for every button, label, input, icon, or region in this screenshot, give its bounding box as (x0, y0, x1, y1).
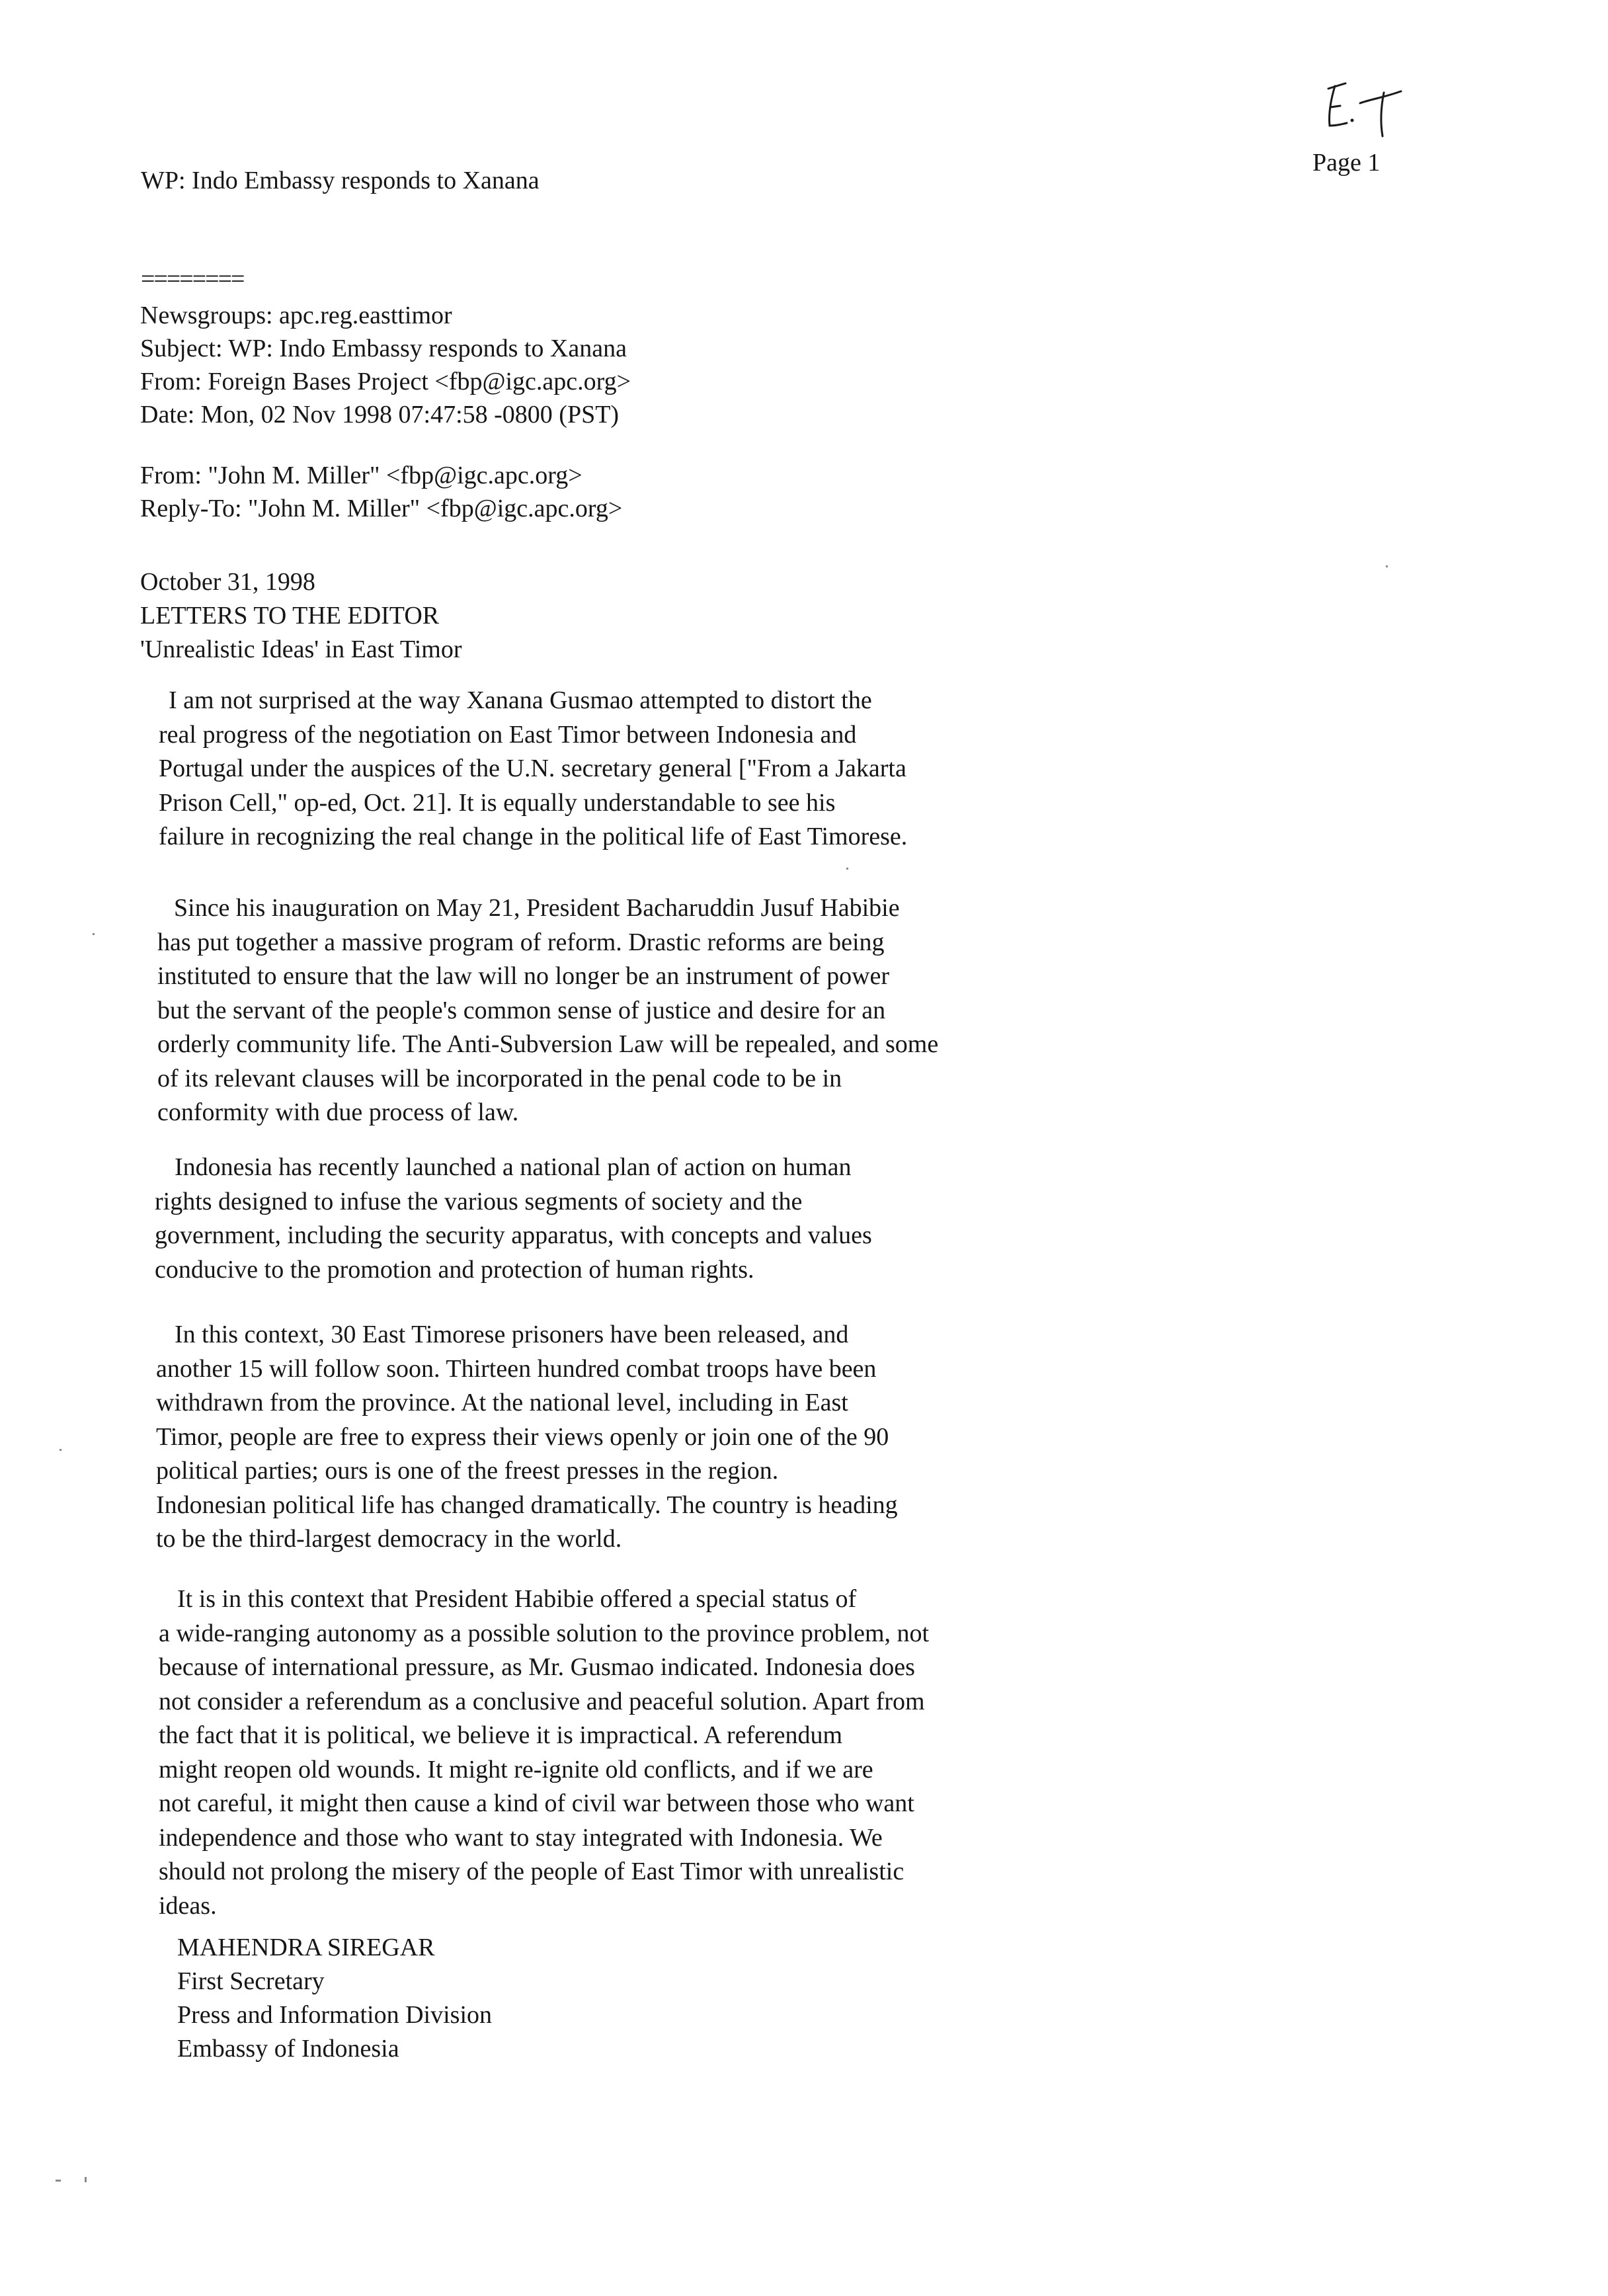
handwritten-annotation (1319, 79, 1412, 139)
paragraph-line: a wide-ranging autonomy as a possible solution to the province problem, not (159, 1619, 930, 1647)
paragraph-line: to be the third-largest democracy in the world. (156, 1525, 622, 1553)
paragraph-line: Timor, people are free to express their views openly or join one of the 90 (156, 1422, 889, 1451)
from-line: From: Foreign Bases Project <fbp@igc.apc.org> (140, 368, 631, 395)
article-headline: 'Unrealistic Ideas' in East Timor (140, 636, 462, 663)
article-section: LETTERS TO THE EDITOR (140, 602, 440, 630)
signer-title: First Secretary (177, 1967, 325, 1995)
body-paragraph (157, 891, 938, 1130)
paragraph-line: but the servant of the people's common sense of justice and desire for an (157, 996, 886, 1024)
paragraph-line: instituted to ensure that the law will no longer be an instrument of power (157, 962, 890, 990)
paragraph-line: conformity with due process of law. (157, 1098, 519, 1126)
page-number: Page 1 (1312, 149, 1381, 177)
author-headers (140, 459, 622, 525)
signer-division: Press and Information Division (177, 2001, 493, 2029)
scan-speck (85, 2177, 87, 2182)
paragraph-line: In this context, 30 East Timorese prisoners have been released, and (175, 1321, 849, 1348)
from-author-line: From: "John M. Miller" <fbp@igc.apc.org> (140, 462, 583, 489)
paragraph-line: Since his inauguration on May 21, President Bacharuddin Jusuf Habibie (174, 894, 900, 922)
paragraph-line: Indonesian political life has changed dramatically. The country is heading (156, 1491, 898, 1519)
paragraph-line: not careful, it might then cause a kind of civil war between those who want (159, 1789, 914, 1817)
reply-to-line: Reply-To: "John M. Miller" <fbp@igc.apc.org> (140, 495, 623, 522)
scan-speck (60, 1449, 61, 1451)
scan-speck (93, 933, 95, 935)
paragraph-line: political parties; ours is one of the freest presses in the region. (156, 1457, 779, 1485)
scan-speck (846, 868, 848, 870)
paragraph-line: Portugal under the auspices of the U.N. secretary general ["From a Jakarta (159, 755, 906, 782)
paragraph-line: ideas. (159, 1891, 217, 1920)
scan-speck (56, 2180, 61, 2182)
paragraph-line: I am not surprised at the way Xanana Gusmao attempted to distort the (169, 686, 872, 714)
paragraph-line: independence and those who want to stay integrated with Indonesia. We (159, 1823, 883, 1852)
message-headers (140, 299, 631, 431)
paragraph-line: withdrawn from the province. At the national level, including in East (156, 1389, 848, 1416)
paragraph-line: conducive to the promotion and protection of human rights. (155, 1255, 754, 1284)
article-heading (140, 565, 462, 667)
body-paragraph (155, 1151, 872, 1287)
paragraph-line: failure in recognizing the real change in the political life of East Timorese. (159, 823, 908, 850)
paragraph-line: because of international pressure, as Mr. Gusmao indicated. Indonesia does (159, 1653, 915, 1681)
date-line: Date: Mon, 02 Nov 1998 07:47:58 -0800 (PST) (140, 401, 620, 429)
paragraph-line: Prison Cell," op-ed, Oct. 21]. It is equally understandable to see his (159, 788, 836, 817)
scan-speck (1386, 565, 1388, 567)
paragraph-line: another 15 will follow soon. Thirteen hundred combat troops have been (156, 1354, 877, 1383)
paragraph-line: rights designed to infuse the various segments of society and the (155, 1187, 803, 1215)
paragraph-line: has put together a massive program of reform. Drastic reforms are being (157, 928, 885, 956)
paragraph-line: It is in this context that President Habibie offered a special status of (177, 1585, 857, 1613)
signer-name: MAHENDRA SIREGAR (177, 1934, 435, 1961)
body-paragraph (159, 684, 907, 854)
paragraph-line: of its relevant clauses will be incorporated in the penal code to be in (157, 1064, 842, 1092)
paragraph-line: real progress of the negotiation on East Timor between Indonesia and (159, 720, 857, 749)
body-paragraph (159, 1582, 929, 1923)
paragraph-line: government, including the security apparatus, with concepts and values (155, 1221, 872, 1249)
subject-line: Subject: WP: Indo Embassy responds to Xanana (140, 335, 627, 362)
paragraph-line: might reopen old wounds. It might re-ignite old conflicts, and if we are (159, 1755, 873, 1784)
paragraph-line: should not prolong the misery of the people of East Timor with unrealistic (159, 1858, 904, 1885)
paragraph-line: the fact that it is political, we believe it is impractical. A referendum (159, 1721, 843, 1749)
article-date: October 31, 1998 (140, 568, 315, 596)
paragraph-line: Indonesia has recently launched a national plan of action on human (175, 1153, 852, 1181)
body-paragraph (156, 1318, 898, 1557)
signature-block (177, 1931, 492, 2066)
newsgroups-line: Newsgroups: apc.reg.easttimor (140, 302, 452, 329)
separator-line: ======== (141, 265, 244, 293)
paragraph-line: not consider a referendum as a conclusive and peaceful solution. Apart from (159, 1687, 925, 1715)
document-title: WP: Indo Embassy responds to Xanana (141, 167, 540, 194)
paragraph-line: orderly community life. The Anti-Subversion Law will be repealed, and some (157, 1030, 939, 1058)
signer-organization: Embassy of Indonesia (177, 2035, 399, 2063)
